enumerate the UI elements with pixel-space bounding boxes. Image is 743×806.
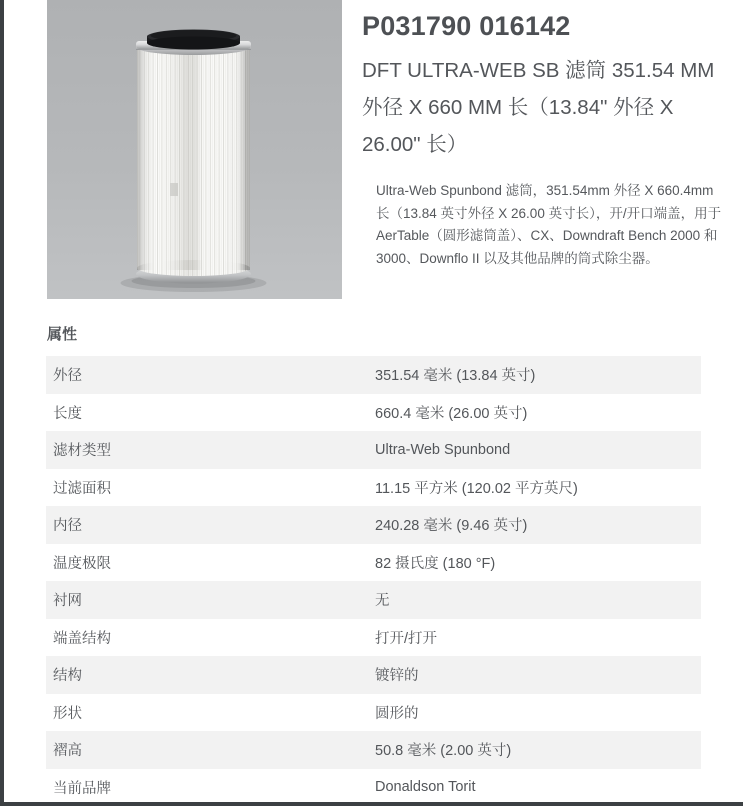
product-info-panel [362,8,734,270]
attribute-value: 11.15 平方米 (120.02 平方英尺) [375,480,578,497]
attribute-label: 温度极限 [53,555,111,572]
table-row [46,469,701,507]
attribute-label: 褶高 [53,743,82,760]
attribute-value: Ultra-Web Spunbond [375,441,511,458]
attribute-value: 打开/打开 [375,630,438,647]
attributes-section [46,319,701,806]
attribute-value: Donaldson Torit [375,779,476,796]
attribute-value: 82 摄氏度 (180 °F) [375,555,496,572]
window-edge-bottom [0,802,743,806]
table-row [46,769,701,806]
product-description: Ultra-Web Spunbond 滤筒，351.54mm 外径 X 660.4mm 长（13.84 英寸外径 X 26.00 英寸长），开/开口端盖，用于 AerTable（圆形滤筒盖）、CX、Downdraft Bench 2000 和 3000、Downflo II 以及其他品牌的筒式除尘器。 [376,183,722,266]
filter-cartridge-illustration [47,0,342,299]
table-row [46,356,701,394]
table-row [46,394,701,432]
attribute-label: 当前品牌 [53,780,111,797]
product-subtitle: DFT ULTRA-WEB SB 滤筒 351.54 MM 外径 X 660 MM 长（13.84" 外径 X 26.00" 长） [362,59,715,156]
product-title: P031790 016142 [362,11,571,41]
table-row [46,656,701,694]
table-row [46,581,701,619]
attribute-label: 长度 [53,405,82,422]
attribute-value: 无 [375,593,390,610]
attribute-value: 660.4 毫米 (26.00 英寸) [375,405,528,422]
attribute-label: 内径 [53,518,82,535]
attribute-label: 衬网 [53,593,82,610]
attribute-value: 50.8 毫米 (2.00 英寸) [375,743,512,760]
attribute-label: 形状 [53,705,82,722]
table-row [46,731,701,769]
table-row [46,619,701,657]
attribute-label: 外径 [53,368,82,385]
attribute-label: 结构 [53,668,82,685]
table-row [46,431,701,469]
attribute-value: 351.54 毫米 (13.84 英寸) [375,368,536,385]
attribute-label: 过滤面积 [53,480,111,497]
window-edge-left [0,0,4,806]
attribute-label: 滤材类型 [53,443,111,460]
table-row [46,506,701,544]
product-image[interactable] [47,0,342,299]
table-row [46,694,701,732]
attribute-value: 圆形的 [375,705,419,722]
attribute-label: 端盖结构 [53,630,111,647]
attributes-table [46,356,701,806]
attributes-heading: 属性 [47,326,78,343]
table-row [46,544,701,582]
attribute-value: 镀锌的 [375,668,419,685]
attribute-value: 240.28 毫米 (9.46 英寸) [375,518,528,535]
